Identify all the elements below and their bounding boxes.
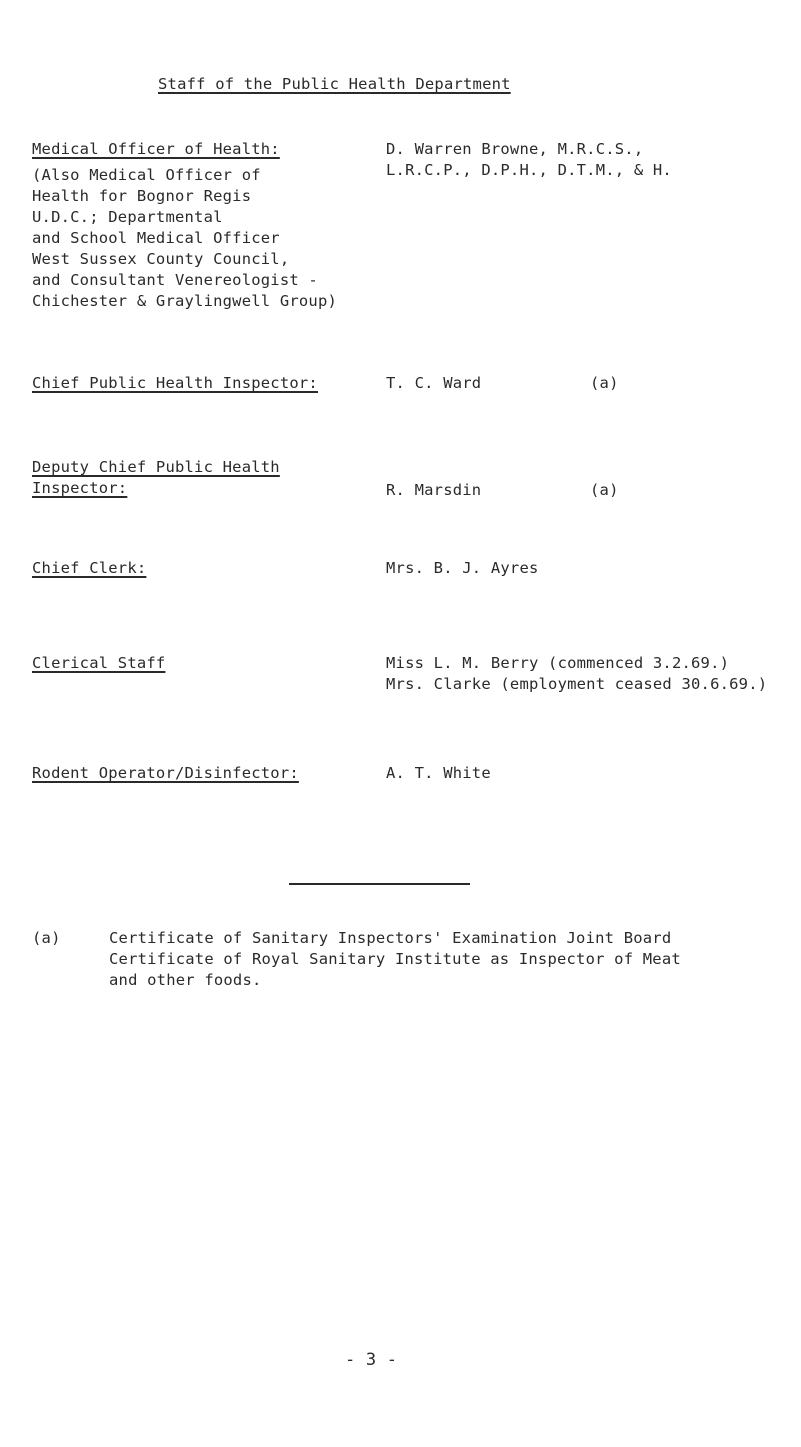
- footnote-mark: (a): [32, 929, 61, 947]
- footnote-line: Certificate of Sanitary Inspectors' Examination Joint Board: [109, 929, 672, 947]
- deputy-footnote-mark: (a): [590, 481, 619, 499]
- cphi-footnote-mark: (a): [590, 374, 619, 392]
- moh-note-line: (Also Medical Officer of: [32, 166, 261, 184]
- deputy-label-line1: Deputy Chief Public Health: [32, 458, 280, 476]
- rodent-label: Rodent Operator/Disinfector:: [32, 764, 299, 782]
- page-number: - 3 -: [345, 1350, 398, 1370]
- cphi-label: Chief Public Health Inspector:: [32, 374, 318, 392]
- rodent-name: A. T. White: [386, 764, 491, 782]
- moh-note-line: Health for Bognor Regis: [32, 187, 252, 205]
- moh-note-line: Chichester & Graylingwell Group): [32, 292, 338, 310]
- section-divider: [289, 883, 470, 885]
- footnote-line: Certificate of Royal Sanitary Institute as Inspector of Meat: [109, 950, 681, 968]
- moh-name-line: L.R.C.P., D.P.H., D.T.M., & H.: [386, 161, 672, 179]
- moh-name-line: D. Warren Browne, M.R.C.S.,: [386, 140, 644, 158]
- chief-clerk-label: Chief Clerk:: [32, 559, 147, 577]
- clerical-name: Miss L. M. Berry (commenced 3.2.69.): [386, 654, 730, 672]
- moh-label: Medical Officer of Health:: [32, 140, 280, 158]
- moh-note-line: and Consultant Venereologist -: [32, 271, 318, 289]
- clerical-label: Clerical Staff: [32, 654, 166, 672]
- deputy-label-line2: Inspector:: [32, 479, 128, 497]
- deputy-name: R. Marsdin: [386, 481, 482, 499]
- chief-clerk-name: Mrs. B. J. Ayres: [386, 559, 539, 577]
- cphi-name: T. C. Ward: [386, 374, 482, 392]
- footnote-line: and other foods.: [109, 971, 262, 989]
- moh-note-line: West Sussex County Council,: [32, 250, 290, 268]
- moh-note-line: and School Medical Officer: [32, 229, 280, 247]
- moh-note-line: U.D.C.; Departmental: [32, 208, 223, 226]
- page-title: Staff of the Public Health Department: [158, 75, 511, 93]
- clerical-name: Mrs. Clarke (employment ceased 30.6.69.): [386, 675, 768, 693]
